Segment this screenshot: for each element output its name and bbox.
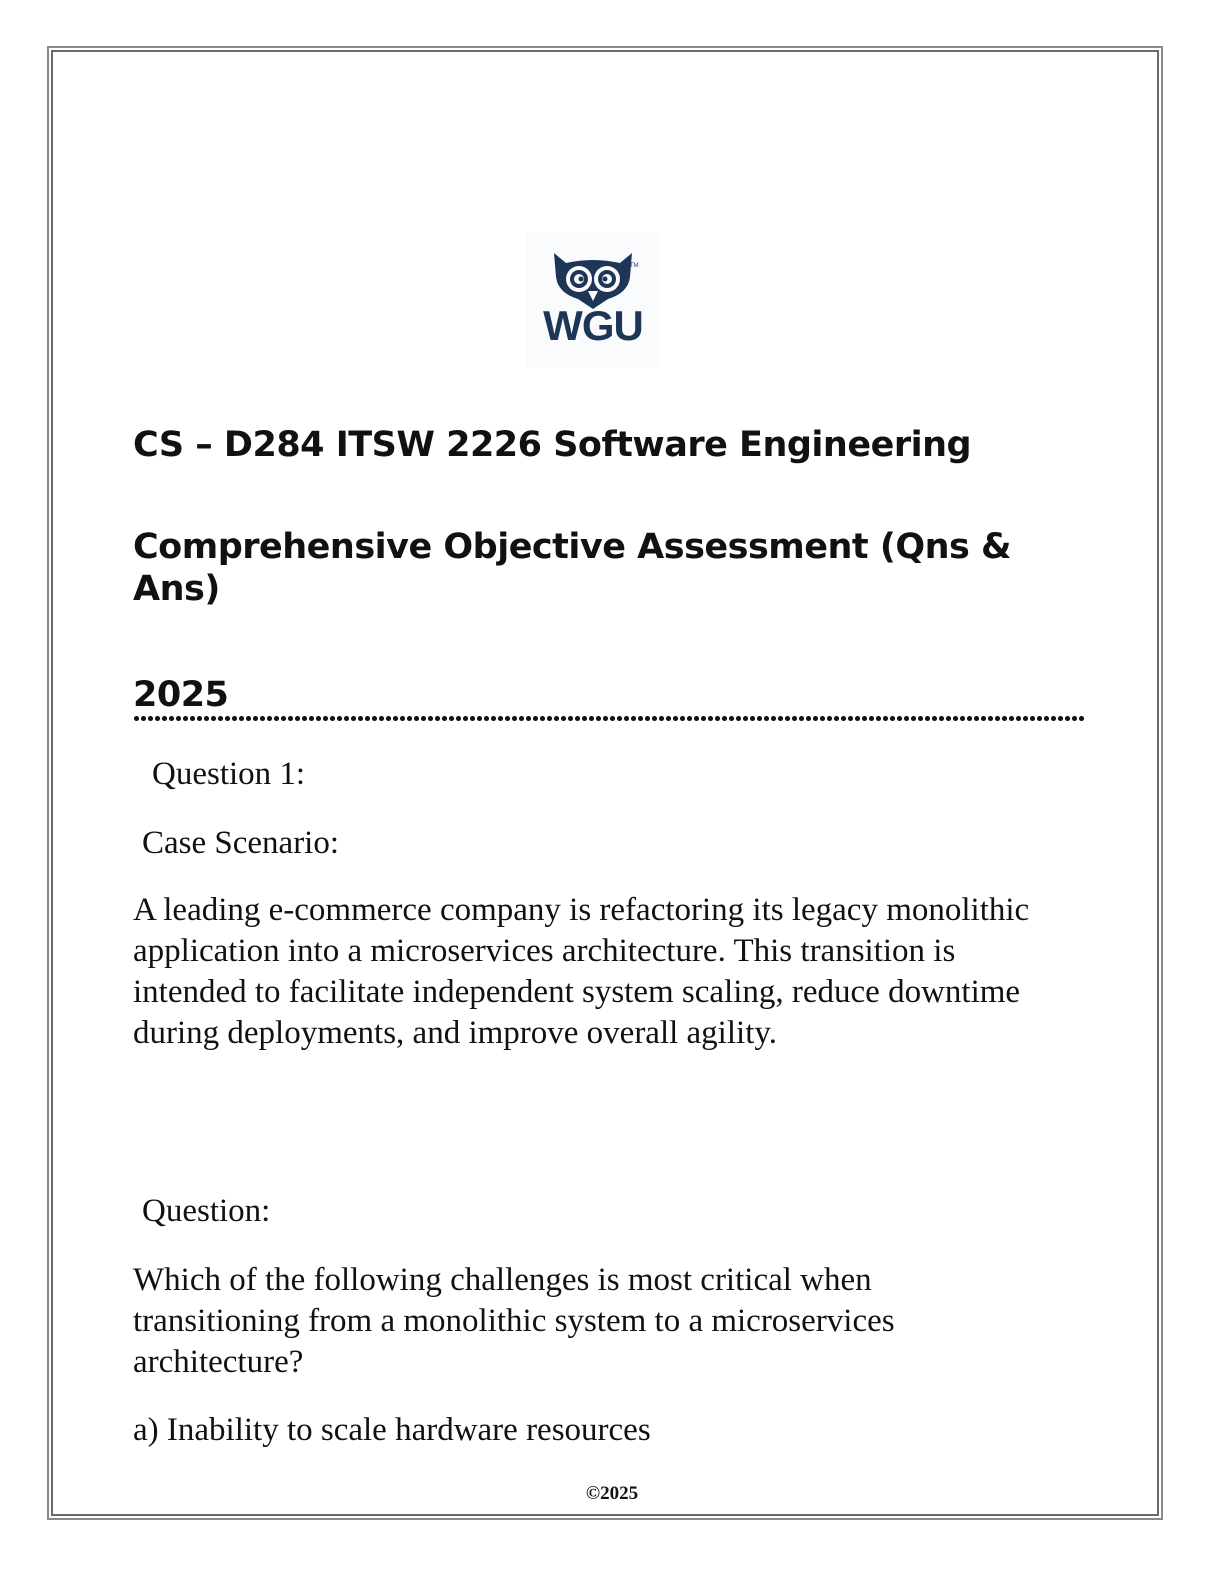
- copyright-footer: ©2025: [585, 1483, 639, 1504]
- svg-text:TM: TM: [630, 263, 639, 269]
- question-number-label: Question 1:: [152, 756, 306, 792]
- question-text: Which of the following challenges is most critical when transitioning from a monolithic system to a microservices architecture?: [133, 1262, 895, 1380]
- logo-text: WGU: [543, 302, 643, 349]
- document-year: 2025: [133, 675, 229, 715]
- wgu-logo: [526, 233, 660, 367]
- answer-option: a) Inability to scale hardware resources: [133, 1412, 651, 1448]
- case-scenario-text: A leading e-commerce company is refactoring its legacy monolithic application into a microservices architecture. This transition is intended to facilitate independent system scaling, reduce downtime during deployments, and improve overall agility.: [133, 892, 1030, 1051]
- case-scenario-label: Case Scenario:: [142, 825, 340, 861]
- document-title: CS – D284 ITSW 2226 Software Engineering: [133, 425, 972, 465]
- document-subtitle: Comprehensive Objective Assessment (Qns & Ans): [133, 527, 1012, 609]
- question-label: Question:: [142, 1193, 271, 1229]
- dotted-divider: [133, 715, 1085, 722]
